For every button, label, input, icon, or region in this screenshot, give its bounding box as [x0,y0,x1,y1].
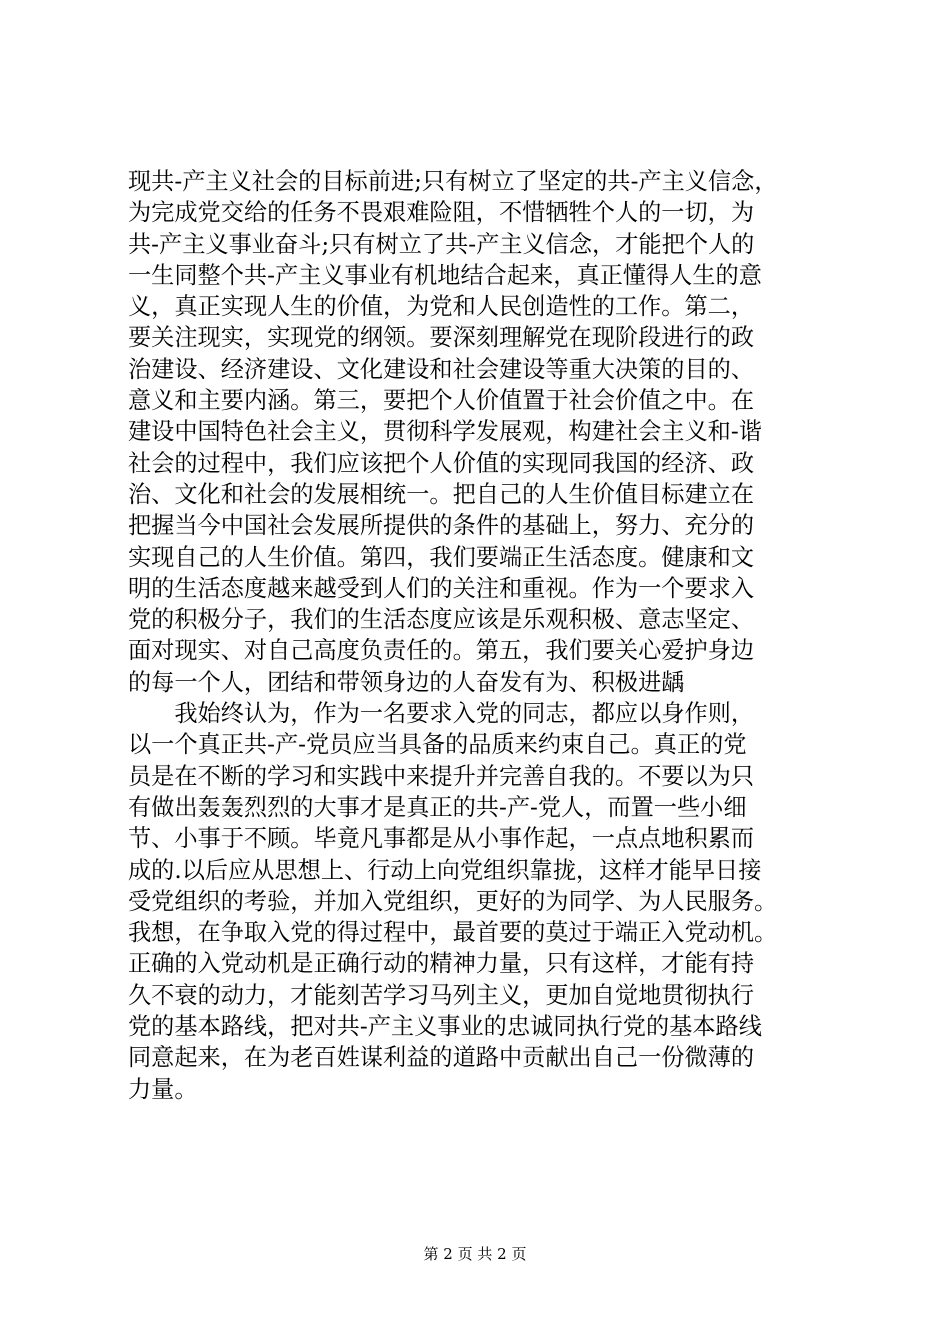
text-line: 把握当今中国社会发展所提供的条件的基础上，努力、充分的 [128,512,755,540]
text-line: 义，真正实现人生的价值，为党和人民创造性的工作。第二， [128,293,755,321]
text-line: 实现自己的人生价值。第四，我们要端正生活态度。健康和文 [128,543,755,571]
text-line: 意义和主要内涵。第三，要把个人价值置于社会价值之中。在 [128,387,755,415]
text-line: 面对现实、对自己高度负责任的。第五，我们要关心爱护身边 [128,637,755,665]
text-line: 受党组织的考验，并加入党组织，更好的为同学、为人民服务。 [128,887,778,915]
text-line: 现共-产主义社会的目标前进;只有树立了坚定的共-产主义信念， [128,168,778,195]
text-line: 力量。 [128,1075,198,1103]
text-line: 党的积极分子，我们的生活态度应该是乐观积极、意志坚定、 [128,606,755,634]
text-line: 建设中国特色社会主义，贯彻科学发展观，构建社会主义和-谐 [128,418,762,446]
text-line: 一生同整个共-产主义事业有机地结合起来，真正懂得人生的意 [128,261,762,289]
text-line: 为完成党交给的任务不畏艰难险阻，不惜牺牲个人的一切，为 [128,199,755,227]
body-text [128,166,828,1105]
text-line: 同意起来，在为老百姓谋利益的道路中贡献出自己一份微薄的 [128,1044,755,1072]
text-line: 正确的入党动机是正确行动的精神力量，只有这样，才能有持 [128,950,755,978]
text-line: 社会的过程中，我们应该把个人价值的实现同我国的经济、政 [128,449,755,477]
text-line: 久不衰的动力，才能刻苦学习马列主义，更加自觉地贯彻执行 [128,981,755,1009]
text-line: 要关注现实，实现党的纲领。要深刻理解党在现阶段进行的政 [128,324,755,352]
text-line: 党的基本路线，把对共-产主义事业的忠诚同执行党的基本路线 [128,1013,762,1041]
text-line: 我想，在争取入党的得过程中，最首要的莫过于端正入党动机。 [128,919,778,947]
text-line: 员是在不断的学习和实践中来提升并完善自我的。不要以为只 [128,762,755,790]
text-line: 有做出轰轰烈烈的大事才是真正的共-产-党人，而置一些小细 [128,793,747,821]
text-line: 治、文化和社会的发展相统一。把自己的人生价值目标建立在 [128,480,755,508]
text-line: 成的.以后应从思想上、行动上向党组织靠拢，这样才能早日接 [128,856,762,884]
text-line: 治建设、经济建设、文化建设和社会建设等重大决策的目的、 [128,355,755,383]
text-line: 我始终认为，作为一名要求入党的同志，都应以身作则， [128,700,755,728]
text-line: 以一个真正共-产-党员应当具备的品质来约束自己。真正的党 [128,731,747,759]
text-line: 的每一个人，团结和带领身边的人奋发有为、积极进龋 [128,668,685,696]
text-line: 明的生活态度越来越受到人们的关注和重视。作为一个要求入 [128,574,755,602]
text-line: 共-产主义事业奋斗;只有树立了共-产主义信念，才能把个人的 [128,230,755,258]
text-line: 节、小事于不顾。毕竟凡事都是从小事作起，一点点地积累而 [128,825,755,853]
page-footer: 第 2 页 共 2 页 [423,1245,527,1263]
